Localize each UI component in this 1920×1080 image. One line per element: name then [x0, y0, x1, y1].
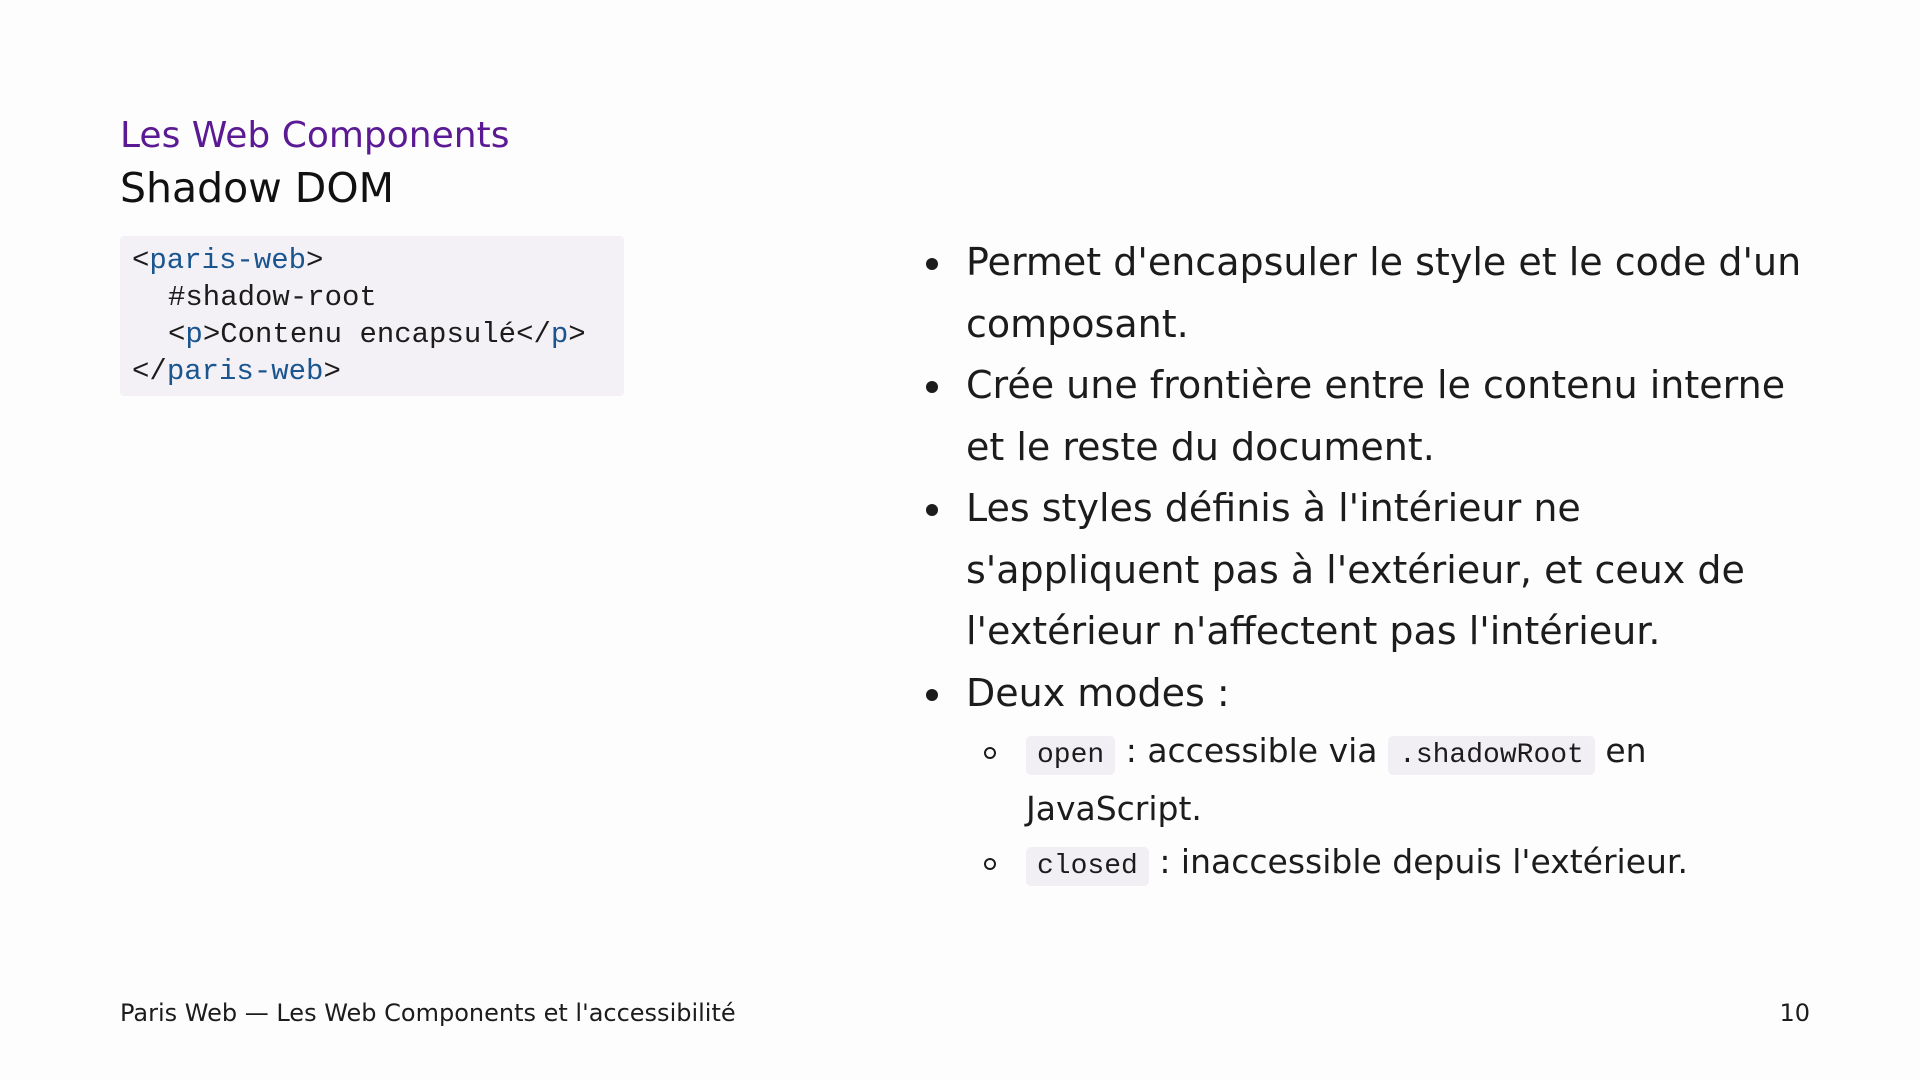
- bullet-dot-icon: [926, 381, 938, 393]
- code-punct: <: [132, 244, 150, 277]
- code-punct: >: [568, 318, 586, 351]
- code-tag-name: paris-web: [149, 244, 307, 277]
- code-line: [132, 316, 612, 353]
- code-line: [132, 242, 612, 279]
- bullet-ring-icon: [984, 747, 996, 759]
- footer-title: Paris Web — Les Web Components et l'accessibilité: [120, 999, 736, 1027]
- page-number: 10: [1779, 999, 1810, 1027]
- slide-eyebrow: Les Web Components: [120, 115, 510, 156]
- bullet-dot-icon: [926, 689, 938, 701]
- sub-bullet-list: [966, 724, 1804, 893]
- sub-bullet-text: : inaccessible depuis l'extérieur.: [1148, 842, 1688, 881]
- bullet-text: Crée une frontière entre le contenu interne et le reste du document.: [966, 363, 1786, 469]
- code-block: [120, 236, 624, 396]
- inline-code: open: [1026, 736, 1115, 775]
- sub-bullet-item: [966, 835, 1804, 893]
- slide-title: Shadow DOM: [120, 164, 395, 212]
- bullet-ring-icon: [984, 858, 996, 870]
- bullet-text: Deux modes :: [966, 670, 1230, 715]
- bullet-dot-icon: [926, 504, 938, 516]
- bullet-item: [924, 355, 1804, 478]
- code-line: [132, 279, 612, 316]
- bullet-dot-icon: [926, 258, 938, 270]
- bullet-item: [924, 232, 1804, 355]
- code-text: >Contenu encapsulé</: [202, 318, 551, 351]
- code-tag-name: p: [550, 318, 569, 351]
- code-punct: </: [132, 355, 167, 388]
- bullet-list: [924, 232, 1804, 893]
- code-punct: >: [306, 244, 324, 277]
- code-tag-name: p: [185, 318, 203, 351]
- sub-bullet-text: : accessible via: [1115, 731, 1389, 770]
- code-punct: >: [323, 355, 341, 388]
- inline-code: closed: [1026, 847, 1149, 886]
- code-line: [132, 353, 612, 390]
- inline-code: .shadowRoot: [1388, 736, 1595, 775]
- code-punct: <: [168, 318, 186, 351]
- bullet-text: Permet d'encapsuler le style et le code d'un composant.: [966, 240, 1802, 346]
- bullet-item: [924, 663, 1804, 894]
- code-text: #shadow-root: [168, 281, 377, 314]
- sub-bullet-text: en JavaScript.: [1026, 731, 1647, 828]
- code-tag-name: paris-web: [166, 355, 324, 388]
- bullet-text: Les styles définis à l'intérieur ne s'appliquent pas à l'extérieur, et ceux de l'extérieur n'affectent pas l'intérieur.: [966, 486, 1745, 653]
- sub-bullet-item: [966, 724, 1804, 835]
- bullet-item: [924, 478, 1804, 663]
